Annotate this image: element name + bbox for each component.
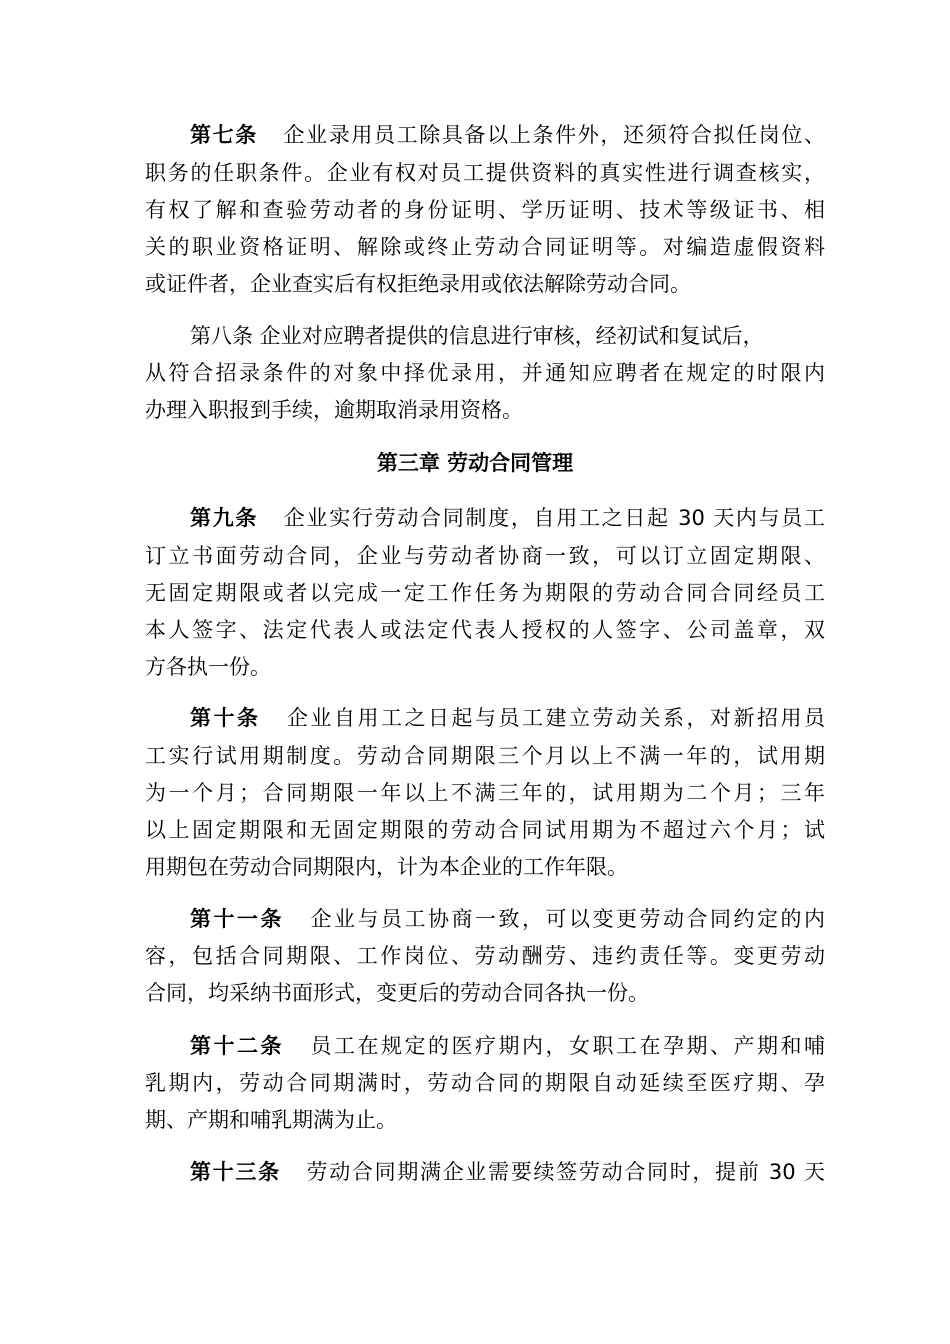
article-10-line-2: 工实行试用期制度。劳动合同期限三个月以上不满一年的，试用期 (145, 744, 825, 768)
article-7-line-1 (190, 120, 825, 150)
article-7-label: 第七条 (190, 123, 258, 147)
article-13-line-1 (190, 1157, 825, 1187)
article-12-line-1 (190, 1031, 825, 1061)
article-10-label: 第十条 (190, 706, 261, 730)
article-12-line-3: 期、产期和哺乳期满为止。 (145, 1108, 397, 1132)
article-8-line-3: 办理入职报到手续，逾期取消录用资格。 (145, 398, 523, 422)
article-7-line-5: 或证件者，企业查实后有权拒绝录用或依法解除劳动合同。 (145, 272, 691, 296)
article-7-text: 企业录用员工除具备以上条件外，还须符合拟任岗位、 (281, 123, 825, 147)
article-10-line-4: 以上固定期限和无固定期限的劳动合同试用期为不超过六个月；试 (145, 818, 825, 842)
article-11-label: 第十一条 (190, 907, 284, 931)
article-10-line-3: 为一个月；合同期限一年以上不满三年的，试用期为二个月；三年 (145, 781, 825, 805)
article-9-line-4: 本人签字、法定代表人或法定代表人授权的人签字、公司盖章，双 (145, 618, 825, 642)
article-7-line-3: 有权了解和查验劳动者的身份证明、学历证明、技术等级证书、相 (145, 198, 825, 222)
article-9-text: 企业实行劳动合同制度，自用工之日起 30 天内与员工 (282, 506, 825, 530)
article-8-line-2: 从符合招录条件的对象中择优录用，并通知应聘者在规定的时限内 (145, 361, 825, 385)
chapter-3-heading: 第三章 劳动合同管理 (376, 451, 574, 475)
article-11-line-2: 容，包括合同期限、工作岗位、劳动酬劳、违约责任等。变更劳动 (145, 944, 825, 968)
article-10-line-1 (190, 703, 825, 733)
article-12-text: 员工在规定的医疗期内，女职工在孕期、产期和哺 (308, 1034, 825, 1058)
article-13-text: 劳动合同期满企业需要续签劳动合同时，提前 30 天 (304, 1160, 826, 1184)
article-13-label: 第十三条 (190, 1160, 281, 1184)
article-11-text: 企业与员工协商一致，可以变更劳动合同约定的内 (308, 907, 825, 931)
article-7-line-2: 职务的任职条件。企业有权对员工提供资料的真实性进行调查核实， (145, 161, 825, 185)
article-12-label: 第十二条 (190, 1034, 284, 1058)
article-9-line-5: 方各执一份。 (145, 655, 271, 679)
article-9-line-3: 无固定期限或者以完成一定工作任务为期限的劳动合同合同经员工 (145, 581, 825, 605)
article-7-line-4: 关的职业资格证明、解除或终止劳动合同证明等。对编造虚假资料 (145, 235, 825, 259)
article-11-line-3: 合同，均采纳书面形式，变更后的劳动合同各执一份。 (145, 981, 649, 1005)
article-11-line-1 (190, 904, 825, 934)
article-10-text: 企业自用工之日起与员工建立劳动关系，对新招用员 (284, 706, 825, 730)
article-10-line-5: 用期包在劳动合同期限内，计为本企业的工作年限。 (145, 855, 628, 879)
article-9-line-2: 订立书面劳动合同，企业与劳动者协商一致，可以订立固定期限、 (145, 544, 825, 568)
article-9-line-1 (190, 503, 825, 533)
article-8-line-1: 第八条 企业对应聘者提供的信息进行审核，经初试和复试后， (190, 324, 764, 348)
article-12-line-2: 乳期内，劳动合同期满时，劳动合同的期限自动延续至医疗期、孕 (145, 1071, 825, 1095)
article-9-label: 第九条 (190, 506, 259, 530)
